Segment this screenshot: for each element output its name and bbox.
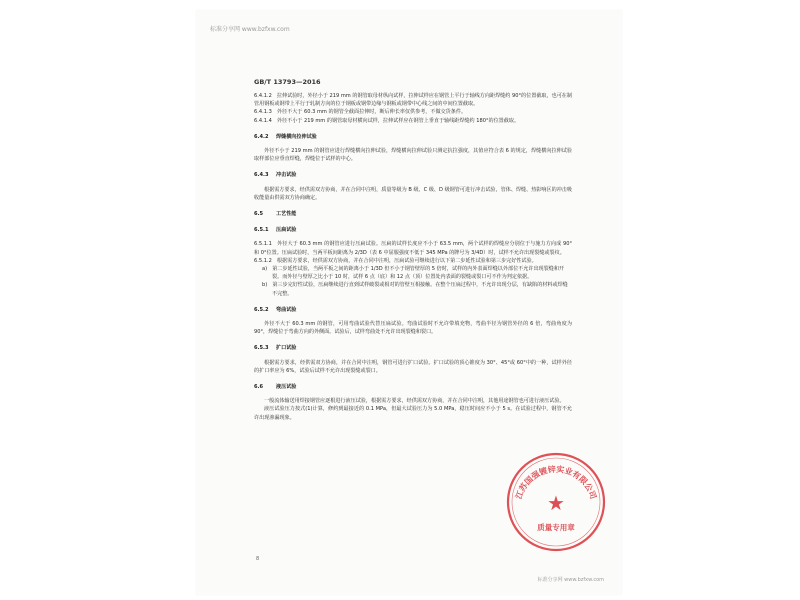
paragraph: 一般流体输送用焊接钢管应逐根进行液压试验，根据需方要求，经供需双方协商，并在合同中注明，其他用途钢管也可进行液压试验。 <box>264 398 565 405</box>
document-body <box>254 92 572 422</box>
paragraph: 6.4.1.4 外径不小于 219 mm 的钢管取母材横向试样，拉伸试样应在钢管上垂直于轴线距焊缝约 180°的位置截取。 <box>254 117 520 124</box>
watermark-bottom: 标准分享网 www.bzfxw.com <box>537 577 604 583</box>
section-heading: 6.5.2 弯曲试验 <box>254 306 297 313</box>
section-heading: 6.5 工艺性能 <box>254 211 297 218</box>
standard-number: GB/T 13793—2016 <box>254 78 321 86</box>
seal-bottom-text: 质量专用章 <box>537 523 575 532</box>
paragraph: 6.5.1.2 根据需方要求，经供需双方协商，并在合同中注明，压扁试验可继续进行以下第二步延性试验和第三步完好性试验。 <box>254 257 537 264</box>
company-seal <box>504 450 608 554</box>
paragraph: 外径不小于 219 mm 的钢管应进行焊缝横向拉伸试验，焊缝横向拉伸试验只测定抗拉强度，其值应符合表 6 的规定，焊缝横向拉伸试验取样部位应垂直焊缝，焊缝位于试样的中心。 <box>254 148 572 163</box>
paragraph: 外径不大于 60.3 mm 的钢管，可用弯曲试验代替压扁试验。弯曲试验时不允许带填充物，弯曲半径为钢管外径的 6 倍，弯曲角度为 90°，焊缝位于弯曲方向的外侧面。试验后，试样弯曲处不允许出现裂缝和裂口。 <box>254 321 572 336</box>
document-page <box>196 10 622 595</box>
paragraph: 液压试验压力按式(1)计算，修约到最接近的 0.1 MPa，但最大试验压力为 5.0 MPa，稳压时间应不小于 5 s。在试验过程中，钢管不允许出现渗漏现象。 <box>254 406 572 421</box>
page-number: 8 <box>256 556 260 562</box>
watermark-top: 标准分享网 www.bzfxw.com <box>210 26 290 33</box>
paragraph: 6.4.1.2 拉伸试验时，外径小于 219 mm 的钢管取母材纵向试样，拉伸试样应在钢管上平行于轴线方向距焊缝约 90°的位置截取，也可在制管用钢板或钢带上平行于轧制方向的位于钢板或钢带边缘与钢板或钢带中心线之间的中间位置截取。 <box>254 93 572 108</box>
paragraph: 根据需方要求，经供需双方协商，并在合同中注明，钢管可进行扩口试验。扩口试验的顶心锥度为 30°、45°或 60°中的一种，试样外径的扩口率应为 6%，试验后试样不允许出现裂缝或裂口。 <box>254 359 572 374</box>
paragraph: 6.5.1.1 外径大于 60.3 mm 的钢管应进行压扁试验。压扁的试样长度应不小于 63.5 mm，两个试样的焊缝应分别位于与施力方向成 90°和 0°位置。压扁试验时，当两平板间距离为 2/3D（表 6 中屈服强度不低于 345 MPa 的牌号为 3/4D）时，试样不允许出现裂缝或裂纹。 <box>254 241 572 256</box>
section-heading: 6.4.3 冲击试验 <box>254 172 297 179</box>
seal-star-icon: ★ <box>547 491 565 515</box>
paragraph: 6.4.1.3 外径不大于 60.3 mm 的钢管全截面拉伸时，断后伸长率仅供参考，不做交货条件。 <box>254 109 467 116</box>
seal-ring-text: 江苏国强镀锌实业有限公司 <box>514 464 598 501</box>
paragraph: 根据需方要求，经供需双方协商，并在合同中注明，质量等级为 B 级、C 级、D 级钢管可进行冲击试验，管体、焊缝、热影响区的冲击吸收能量由供需双方协商确定。 <box>254 186 572 201</box>
section-heading: 6.5.3 扩口试验 <box>254 345 297 352</box>
section-heading: 6.5.1 压扁试验 <box>254 227 297 234</box>
section-heading: 6.6 液压试验 <box>254 384 297 391</box>
section-heading: 6.4.2 焊缝横向拉伸试验 <box>254 133 317 140</box>
list-item: b) 第三步完好性试验，压扁继续进行直到试样破裂或相对的管壁互相接触。在整个压扁过程中，不允许出现分层，有缺陷的材料或焊缝不完整。 <box>262 282 568 297</box>
list-item: a) 第二步延性试验，当两平板之间的距离小于 1/3D 但不小于钢管壁厚的 5 倍时，试样的内外表面焊缝以外部位不允许出现裂缝和开裂。而外径与壁厚之比小于 10 时，试样 6 点（底）和 12 点（顶）位置处内表面的裂缝或裂口可不作为判定依据。 <box>262 266 565 281</box>
